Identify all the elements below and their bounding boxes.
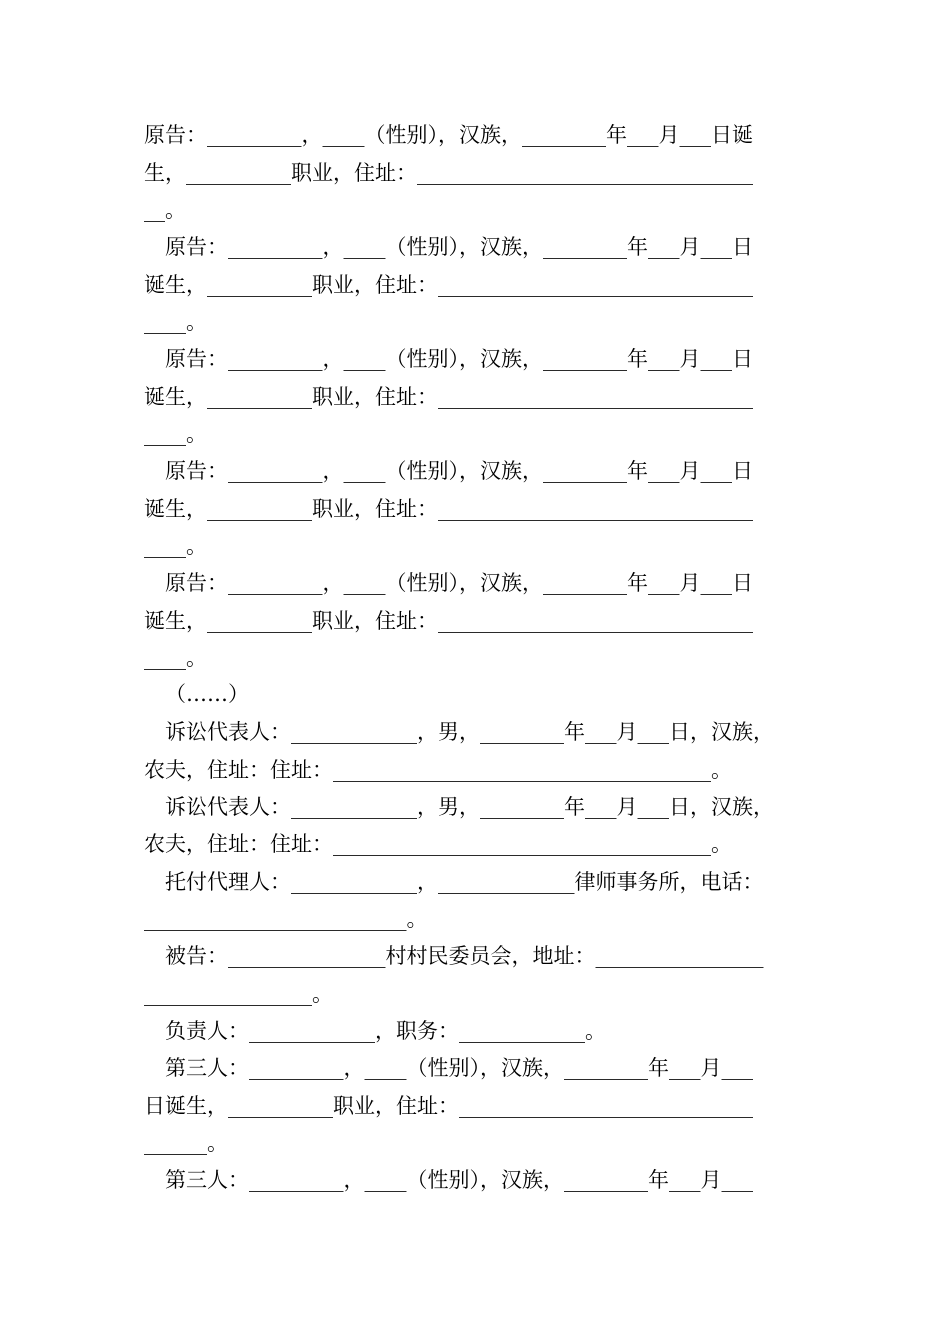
plaintiff-2-line-2: 诞生，__________职业，住址：______________________________: [144, 273, 753, 297]
ellipsis-line: （……）: [165, 682, 249, 706]
plaintiff-1-line-1: 原告：_________，____（性别），汉族，________年___月___日诞: [144, 123, 753, 147]
plaintiff-2-line-3: ____。: [144, 310, 207, 334]
plaintiff-1-line-2: 生，__________职业，住址：________________________________: [144, 161, 753, 185]
third-party-1-line-3: ______。: [144, 1131, 228, 1155]
plaintiff-3-line-3: ____。: [144, 422, 207, 446]
responsible-person-line: 负责人：____________，职务：____________。: [165, 1019, 606, 1043]
plaintiff-1-line-3: __。: [144, 198, 186, 222]
plaintiff-4-line-1: 原告：_________，____（性别），汉族，________年___月___日: [165, 459, 753, 483]
plaintiff-4-line-2: 诞生，__________职业，住址：______________________________: [144, 497, 753, 521]
plaintiff-3-line-2: 诞生，__________职业，住址：______________________________: [144, 385, 753, 409]
defendant-line-1: 被告：_______________村村民委员会，地址：________________: [165, 944, 764, 968]
third-party-1-line-1: 第三人：_________，____（性别），汉族，________年___月___: [165, 1056, 753, 1080]
plaintiff-4-line-3: ____。: [144, 534, 207, 558]
third-party-2-line-1: 第三人：_________，____（性别），汉族，________年___月___: [165, 1168, 753, 1192]
plaintiff-5-line-1: 原告：_________，____（性别），汉族，________年___月___日: [165, 571, 753, 595]
plaintiff-5-line-3: ____。: [144, 646, 207, 670]
third-party-1-line-2: 日诞生，__________职业，住址：____________________________: [144, 1094, 753, 1118]
defendant-line-2: ________________。: [144, 982, 333, 1006]
plaintiff-3-line-1: 原告：_________，____（性别），汉族，________年___月___日: [165, 347, 753, 371]
agent-line-2: _________________________。: [144, 907, 428, 931]
litigation-rep-1-line-1: 诉讼代表人：____________，男，________年___月___日，汉族，: [165, 720, 774, 744]
litigation-rep-2-line-1: 诉讼代表人：____________，男，________年___月___日，汉族，: [165, 795, 774, 819]
plaintiff-2-line-1: 原告：_________，____（性别），汉族，________年___月___日: [165, 235, 753, 259]
agent-line-1: 托付代理人：____________，_____________律师事务所，电话：: [165, 870, 764, 894]
litigation-rep-1-line-2: 农夫，住址：住址：____________________________________。: [144, 758, 732, 782]
litigation-rep-2-line-2: 农夫，住址：住址：____________________________________。: [144, 832, 732, 856]
plaintiff-5-line-2: 诞生，__________职业，住址：______________________________: [144, 609, 753, 633]
